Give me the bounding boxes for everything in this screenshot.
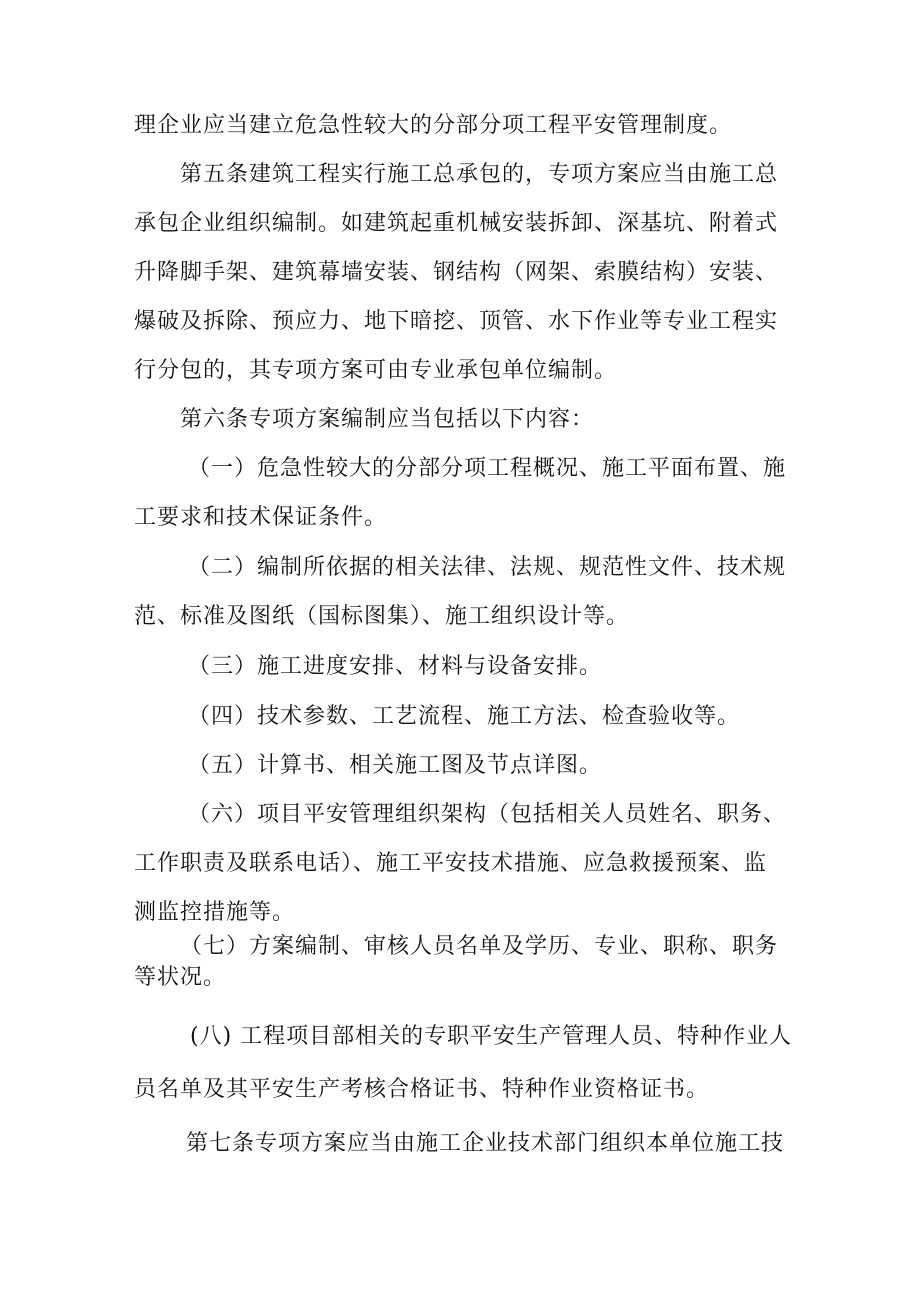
text-line: 工要求和技术保证条件。 bbox=[134, 505, 388, 530]
text-line: 爆破及拆除、预应力、地下暗挖、顶管、水下作业等专业工程实 bbox=[134, 309, 779, 334]
text-line: 行分包的，其专项方案可由专业承包单位编制。 bbox=[134, 358, 618, 383]
text-line: （六）项目平安管理组织架构（包括相关人员姓名、职务、 bbox=[188, 802, 787, 827]
text-line: （三）施工进度安排、材料与设备安排。 bbox=[188, 654, 603, 679]
text-line: 承包企业组织编制。如建筑起重机械安装拆卸、深基坑、附着式 bbox=[134, 211, 779, 236]
text-line: 工作职责及联系电话）、施工平安技术措施、应急救援预案、监 bbox=[134, 851, 768, 876]
text-line: 测监控措施等。 bbox=[134, 900, 296, 925]
text-line: 第五条建筑工程实行施工总承包的，专项方案应当由施工总 bbox=[180, 162, 779, 187]
text-line: (八) 工程项目部相关的专职平安生产管理人员、特种作业人 bbox=[190, 1024, 793, 1049]
text-line: （一）危急性较大的分部分项工程概况、施工平面布置、施 bbox=[188, 456, 787, 481]
text-line: 范、标准及图纸（国标图集）、施工组织设计等。 bbox=[134, 604, 630, 629]
text-line: 员名单及其平安生产考核合格证书、特种作业资格证书。 bbox=[134, 1077, 710, 1102]
text-line: 第七条专项方案应当由施工企业技术部门组织本单位施工技 bbox=[186, 1131, 785, 1156]
text-line: 升降脚手架、建筑幕墙安装、钢结构（网架、索膜结构）安装、 bbox=[134, 260, 779, 285]
text-line: 等状况。 bbox=[134, 965, 227, 990]
text-line: （四）技术参数、工艺流程、施工方法、检查验收等。 bbox=[188, 704, 741, 729]
text-line: （二）编制所依据的相关法律、法规、规范性文件、技术规 bbox=[188, 555, 787, 580]
text-line: （七）方案编制、审核人员名单及学历、专业、职称、职务 bbox=[180, 934, 779, 959]
text-line: 理企业应当建立危急性较大的分部分项工程平安管理制度。 bbox=[134, 113, 733, 138]
text-line: （五）计算书、相关施工图及节点详图。 bbox=[188, 753, 603, 778]
text-line: 第六条专项方案编制应当包括以下内容： bbox=[180, 407, 595, 432]
